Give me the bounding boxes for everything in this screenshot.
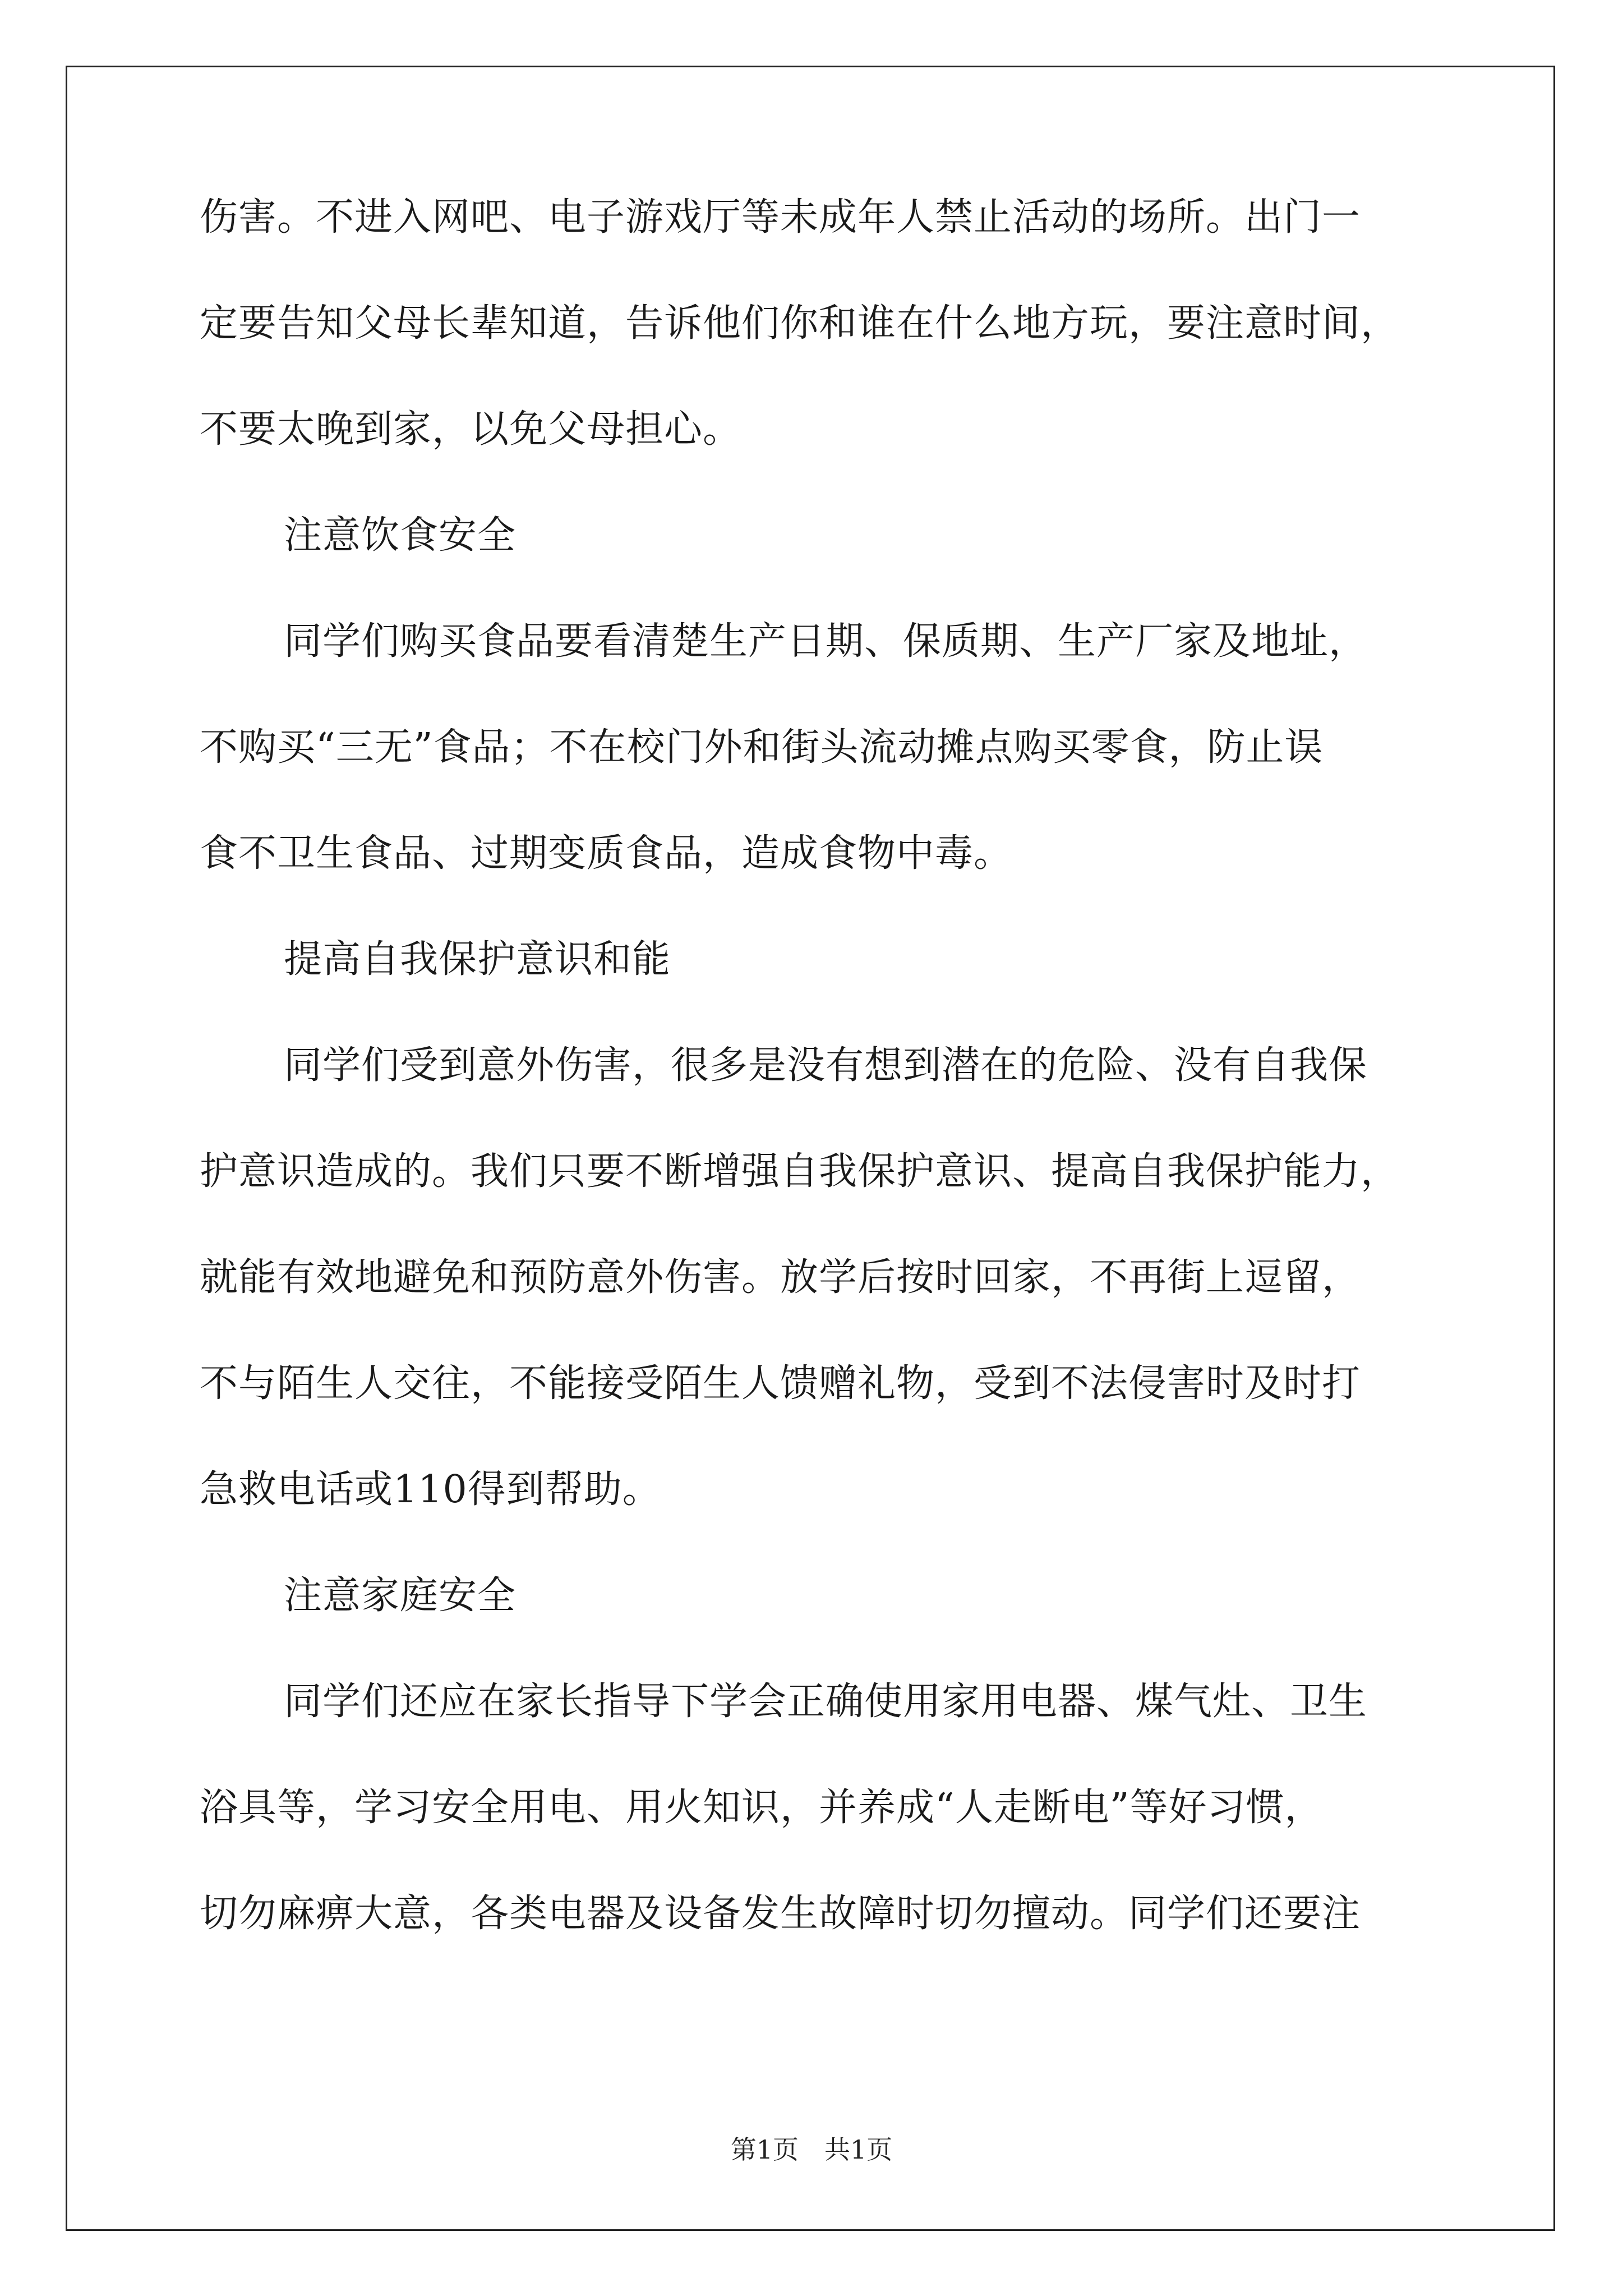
section-heading-home-safety: 注意家庭安全 <box>284 1573 517 1618</box>
text-line: 切勿麻痹大意，各类电器及设备发生故障时切勿擅动。同学们还要注 <box>200 1892 1361 1936</box>
text-line: 不与陌生人交往，不能接受陌生人馈赠礼物，受到不法侵害时及时打 <box>200 1361 1361 1406</box>
text-line: 就能有效地避免和预防意外伤害。放学后按时回家，不再街上逗留， <box>200 1255 1361 1300</box>
section-heading-self-protection: 提高自我保护意识和能 <box>284 937 671 982</box>
text-line: 不购买“三无”食品；不在校门外和街头流动摊点购买零食，防止误 <box>200 725 1324 770</box>
text-line: 急救电话或110得到帮助。 <box>200 1467 661 1512</box>
section-heading-diet-safety: 注意饮食安全 <box>284 513 517 558</box>
text-line: 定要告知父母长辈知道，告诉他们你和谁在什么地方玩，要注意时间， <box>200 301 1400 346</box>
text-line: 同学们受到意外伤害，很多是没有想到潜在的危险、没有自我保 <box>284 1043 1368 1088</box>
page-number-footer: 第1页 共1页 <box>730 2134 893 2165</box>
text-line: 食不卫生食品、过期变质食品，造成食物中毒。 <box>200 831 1013 876</box>
text-line: 不要太晚到家，以免父母担心。 <box>200 407 742 452</box>
text-line: 伤害。不进入网吧、电子游戏厅等未成年人禁止活动的场所。出门一 <box>200 195 1361 240</box>
text-line: 护意识造成的。我们只要不断增强自我保护意识、提高自我保护能力， <box>200 1149 1400 1194</box>
text-line: 同学们还应在家长指导下学会正确使用家用电器、煤气灶、卫生 <box>284 1680 1368 1724</box>
text-line: 浴具等，学习安全用电、用火知识，并养成“人走断电”等好习惯， <box>200 1786 1324 1830</box>
text-line: 同学们购买食品要看清楚生产日期、保质期、生产厂家及地址， <box>284 619 1368 664</box>
